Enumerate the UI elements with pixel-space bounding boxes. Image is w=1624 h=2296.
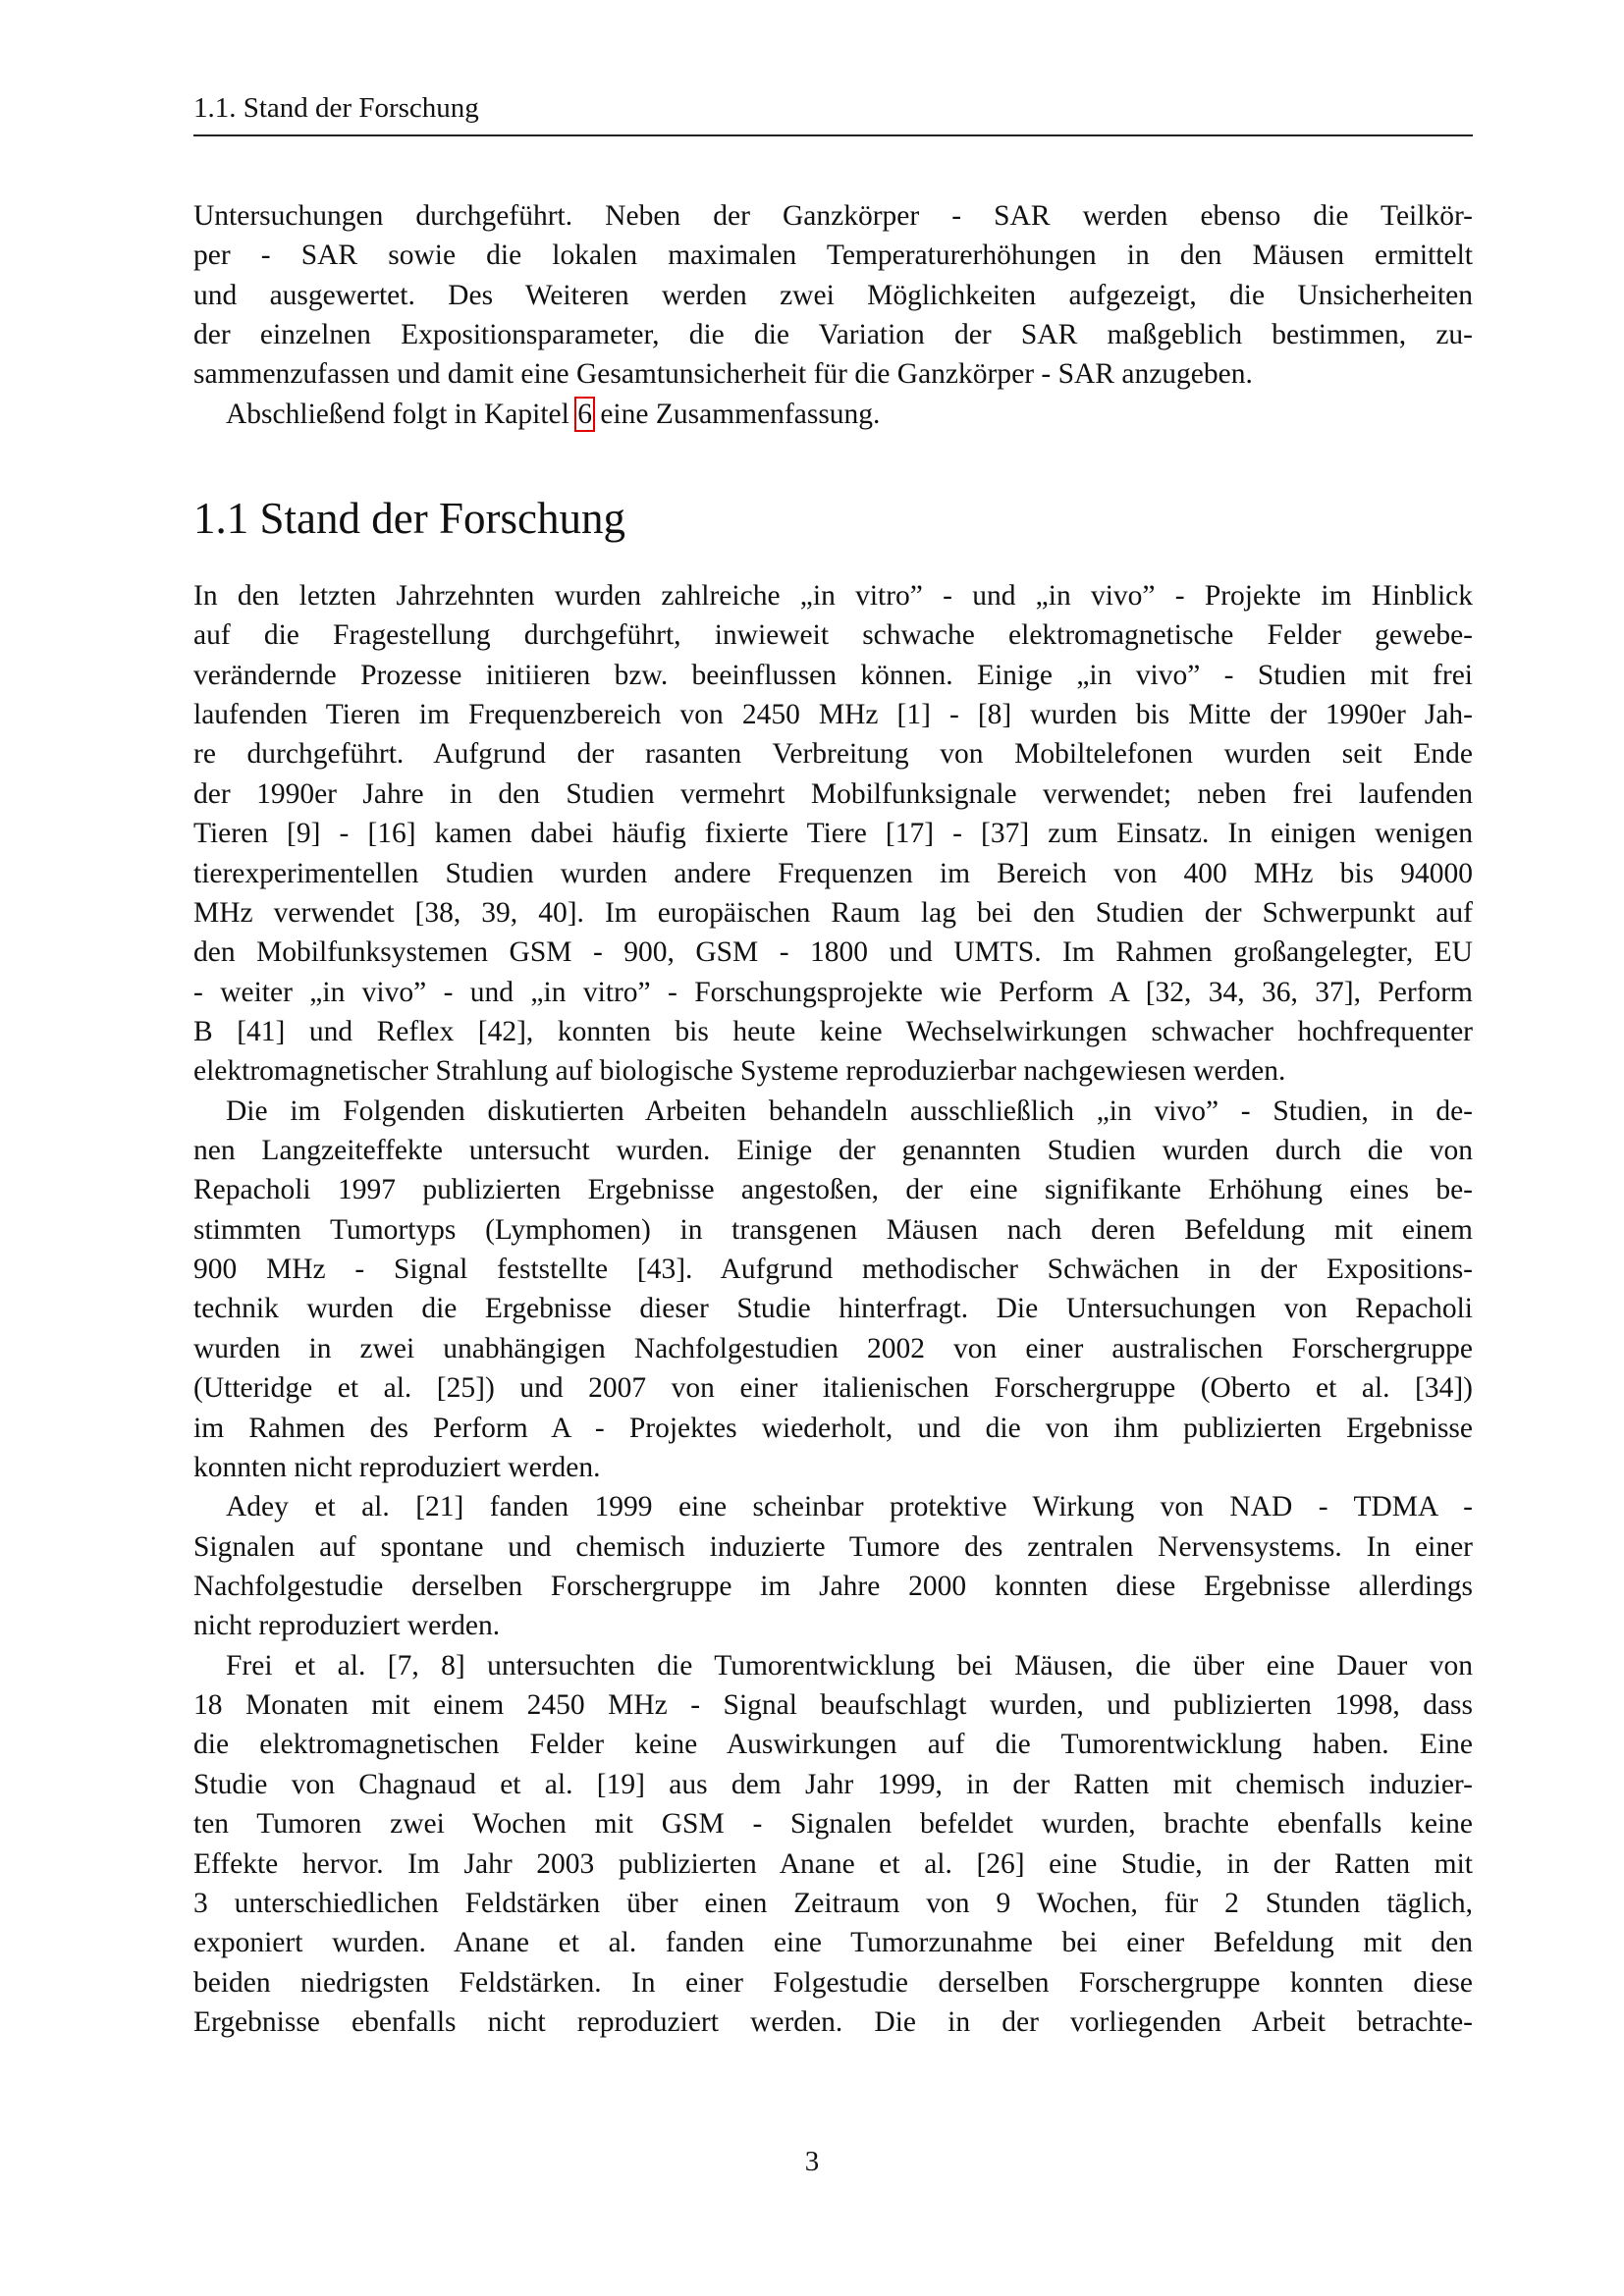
text-line: stimmten Tumortyps (Lymphomen) in transgenen Mäusen nach deren Befeldung mit einem (193, 1213, 1473, 1246)
text-line: nicht reproduziert werden. (193, 1610, 501, 1642)
text-line: 3 unterschiedlichen Feldstärken über einen Zeitraum von 9 Wochen, für 2 Stunden täglich, (193, 1887, 1473, 1919)
text-line: elektromagnetischer Strahlung auf biologische Systeme reproduzierbar nachgewiesen werden. (193, 1055, 1286, 1088)
text-line: Repacholi 1997 publizierten Ergebnisse angestoßen, der eine signifikante Erhöhung eines be- (193, 1174, 1473, 1206)
text-line: sammenzufassen und damit eine Gesamtunsicherheit für die Ganzkörper - SAR anzugeben. (193, 358, 1253, 391)
text-line: In den letzten Jahrzehnten wurden zahlreiche „in vitro” - und „in vivo” - Projekte im Hinblick (193, 580, 1473, 612)
text-line: konnten nicht reproduziert werden. (193, 1451, 601, 1483)
section-heading: 1.1 Stand der Forschung (193, 494, 625, 543)
header-rule (193, 134, 1473, 136)
text-line: re durchgeführt. Aufgrund der rasanten Verbreitung von Mobiltelefonen wurden seit Ende (193, 738, 1473, 771)
text-line: technik wurden die Ergebnisse dieser Studie hinterfragt. Die Untersuchungen von Repacholi (193, 1293, 1473, 1325)
text-line: die elektromagnetischen Felder keine Auswirkungen auf die Tumorentwicklung haben. Eine (193, 1729, 1473, 1761)
text-span: eine Zusammenfassung. (592, 398, 881, 430)
text-line (193, 395, 1473, 434)
text-line: nen Langzeiteffekte untersucht wurden. Einige der genannten Studien wurden durch die von (193, 1135, 1473, 1167)
text-line: Signalen auf spontane und chemisch induzierte Tumore des zentralen Nervensystems. In einer (193, 1530, 1473, 1563)
text-line: Tieren [9] - [16] kamen dabei häufig fixierte Tiere [17] - [37] zum Einsatz. In einigen wenigen (193, 818, 1473, 850)
text-line: 18 Monaten mit einem 2450 MHz - Signal beaufschlagt wurden, und publizierten 1998, dass (193, 1689, 1473, 1722)
text-line: Effekte hervor. Im Jahr 2003 publizierten Anane et al. [26] eine Studie, in der Ratten mit (193, 1847, 1473, 1880)
text-line: - weiter „in vivo” - und „in vitro” - Forschungsprojekte wie Perform A [32, 34, 36, 37], Perform (193, 976, 1473, 1008)
text-line: Frei et al. [7, 8] untersuchten die Tumorentwicklung bei Mäusen, die über eine Dauer von (226, 1649, 1473, 1682)
page-number: 3 (804, 2146, 820, 2177)
text-line: wurden in zwei unabhängigen Nachfolgestudien 2002 von einer australischen Forschergruppe (193, 1332, 1473, 1364)
text-line: Ergebnisse ebenfalls nicht reproduziert werden. Die in der vorliegenden Arbeit betrachte- (193, 2005, 1473, 2038)
text-line: MHz verwendet [38, 39, 40]. Im europäischen Raum lag bei den Studien der Schwerpunkt auf (193, 896, 1473, 929)
text-line: exponiert wurden. Anane et al. fanden eine Tumorzunahme bei einer Befeldung mit den (193, 1927, 1473, 1959)
text-line: im Rahmen des Perform A - Projektes wiederholt, und die von ihm publizierten Ergebnisse (193, 1412, 1473, 1444)
text-line: 900 MHz - Signal feststellte [43]. Aufgrund methodischer Schwächen in der Expositions- (193, 1254, 1473, 1286)
text-span: Abschließend folgt in Kapitel (226, 398, 577, 430)
text-line: tierexperimentellen Studien wurden andere Frequenzen im Bereich von 400 MHz bis 94000 (193, 857, 1473, 889)
intro-text-block (193, 196, 1473, 434)
chapter-link[interactable]: 6 (577, 398, 592, 430)
text-line: Studie von Chagnaud et al. [19] aus dem Jahr 1999, in der Ratten mit chemisch induzier- (193, 1768, 1473, 1800)
text-line: per - SAR sowie die lokalen maximalen Temperaturerhöhungen in den Mäusen ermittelt (193, 240, 1473, 272)
text-line: auf die Fragestellung durchgeführt, inwieweit schwache elektromagnetische Felder gewebe- (193, 619, 1473, 652)
text-line: Nachfolgestudie derselben Forschergruppe im Jahre 2000 konnten diese Ergebnisse allerdings (193, 1570, 1473, 1602)
text-line: (Utteridge et al. [25]) und 2007 von einer italienischen Forschergruppe (Oberto et al. [34]) (193, 1372, 1473, 1405)
text-line: Untersuchungen durchgeführt. Neben der Ganzkörper - SAR werden ebenso die Teilkör- (193, 200, 1473, 232)
text-line: Adey et al. [21] fanden 1999 eine scheinbar protektive Wirkung von NAD - TDMA - (226, 1491, 1473, 1523)
section-text-block (193, 576, 1473, 2042)
text-line: den Mobilfunksystemen GSM - 900, GSM - 1800 und UMTS. Im Rahmen großangelegter, EU (193, 936, 1473, 969)
text-line: der 1990er Jahre in den Studien vermehrt Mobilfunksignale verwendet; neben frei laufenden (193, 777, 1473, 810)
text-line: verändernde Prozesse initiieren bzw. beeinflussen können. Einige „in vivo” - Studien mit frei (193, 659, 1473, 691)
text-line: B [41] und Reflex [42], konnten bis heute keine Wechselwirkungen schwacher hochfrequenter (193, 1015, 1473, 1047)
running-header: 1.1. Stand der Forschung (193, 92, 479, 124)
text-line: ten Tumoren zwei Wochen mit GSM - Signalen befeldet wurden, brachte ebenfalls keine (193, 1808, 1473, 1841)
text-line: laufenden Tieren im Frequenzbereich von 2450 MHz [1] - [8] wurden bis Mitte der 1990er Jah- (193, 699, 1473, 731)
text-line: und ausgewertet. Des Weiteren werden zwei Möglichkeiten aufgezeigt, die Unsicherheiten (193, 279, 1473, 311)
text-line: Die im Folgenden diskutierten Arbeiten behandeln ausschließlich „in vivo” - Studien, in de- (226, 1095, 1473, 1127)
text-line: beiden niedrigsten Feldstärken. In einer Folgestudie derselben Forschergruppe konnten diese (193, 1966, 1473, 1999)
text-line: der einzelnen Expositionsparameter, die die Variation der SAR maßgeblich bestimmen, zu- (193, 319, 1473, 351)
